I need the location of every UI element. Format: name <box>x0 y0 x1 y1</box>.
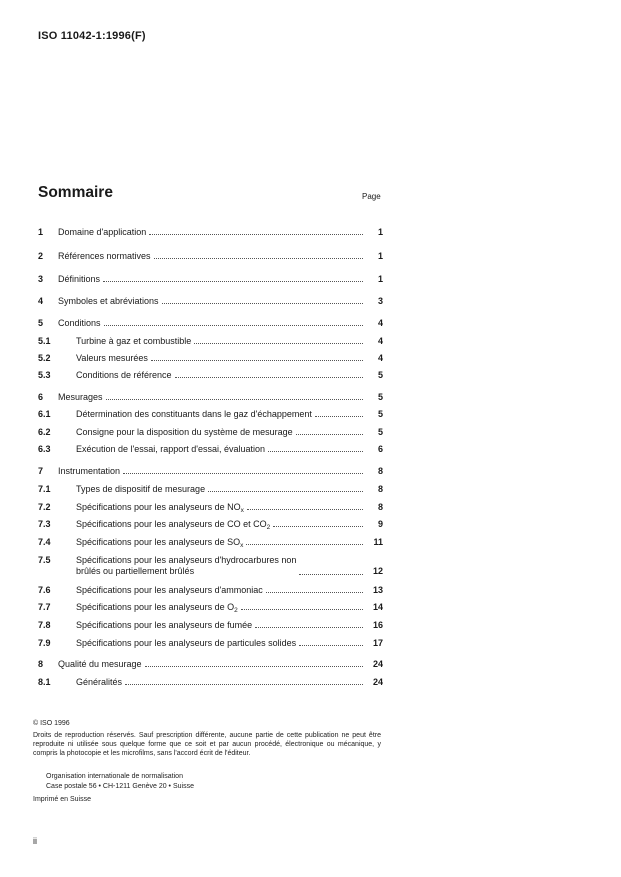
toc-entry-number: 7.1 <box>38 484 51 494</box>
dot-leader <box>149 234 363 235</box>
toc-entry-title <box>76 353 148 364</box>
toc-entry-page: 14 <box>372 602 383 612</box>
dot-leader <box>125 684 363 685</box>
rights-notice: Droits de reproduction réservés. Sauf prescription différente, aucune partie de cette publication ne peut être reproduite ni utilisée sous quelque forme que ce soit et par aucun procédé, électronique ou mécanique, y compris la photocopie et les microfilms, sans l'accord écrit de l'éditeur. <box>33 732 381 757</box>
toc-entry-number: 6.1 <box>38 409 51 419</box>
dot-leader <box>266 592 363 593</box>
toc-entry-title <box>76 409 312 420</box>
toc-entry-title-text: Consigne pour la disposition du système de mesurage <box>76 427 293 437</box>
toc-entry-title-text: Spécifications pour les analyseurs de SO <box>76 537 241 547</box>
toc-entry-title-continued: brûlés ou partiellement brûlés <box>76 566 195 576</box>
toc-entry-page: 11 <box>373 537 383 547</box>
dot-leader <box>194 343 363 344</box>
toc-entry-number: 2 <box>38 251 44 261</box>
toc-entry-page: 8 <box>377 466 383 476</box>
toc-entry-page: 5 <box>377 427 383 437</box>
toc-entry-title-text: Références normatives <box>58 251 151 261</box>
toc-page-column-label: Page <box>362 192 381 201</box>
printed-in: Imprimé en Suisse <box>33 796 91 803</box>
toc-entry-subscript: 2 <box>234 607 238 614</box>
toc-entry-title-text: Généralités <box>76 677 123 687</box>
toc-entry-title-text: Mesurages <box>58 392 103 402</box>
toc-entry-title-text: Symboles et abréviations <box>58 296 159 306</box>
organization-name: Organisation internationale de normalisation <box>46 773 183 780</box>
toc-entry-title-text: Conditions de référence <box>76 370 172 380</box>
dot-leader <box>246 544 363 545</box>
dot-leader <box>175 377 363 378</box>
toc-entry-number: 7 <box>38 466 44 476</box>
toc-entry-number: 5.1 <box>38 336 51 346</box>
toc-entry-title <box>76 484 205 495</box>
toc-entry-title-text: Exécution de l'essai, rapport d'essai, évaluation <box>76 444 266 454</box>
dot-leader <box>241 609 363 610</box>
toc-entry-number: 7.4 <box>38 537 51 547</box>
toc-entry-title <box>76 620 252 631</box>
toc-title: Sommaire <box>38 184 113 201</box>
dot-leader <box>151 360 363 361</box>
toc-entry-title <box>58 318 101 329</box>
toc-entry-title <box>76 444 265 455</box>
toc-entry-number: 7.6 <box>38 585 51 595</box>
toc-entry-title <box>76 502 244 513</box>
toc-entry-title-text: Spécifications pour les analyseurs de O <box>76 602 235 612</box>
toc-entry-page: 24 <box>372 659 383 669</box>
toc-entry-title <box>76 370 172 381</box>
toc-entry-title <box>58 466 120 477</box>
dot-leader <box>247 509 363 510</box>
toc-entry-title-text: Conditions <box>58 318 101 328</box>
toc-entry-title-text: Spécifications pour les analyseurs de CO et CO <box>76 519 267 529</box>
toc-entry-number: 7.8 <box>38 620 51 630</box>
dot-leader <box>104 325 363 326</box>
toc-entry-title <box>76 519 270 530</box>
toc-entry-title <box>76 336 191 347</box>
toc-entry-page: 24 <box>372 677 383 687</box>
dot-leader <box>296 434 363 435</box>
toc-entry-title <box>76 585 263 596</box>
toc-entry-page: 5 <box>377 370 383 380</box>
dot-leader <box>255 627 363 628</box>
toc-entry-title <box>58 296 159 307</box>
toc-entry-title <box>58 227 146 238</box>
toc-entry-title <box>58 392 103 403</box>
toc-entry-page: 1 <box>377 274 383 284</box>
toc-entry-title-text: Domaine d'application <box>58 227 147 237</box>
toc-entry-number: 3 <box>38 274 44 284</box>
dot-leader <box>162 303 363 304</box>
toc-entry-subscript: 2 <box>266 524 271 531</box>
toc-entry-page: 17 <box>372 638 383 648</box>
dot-leader <box>268 451 363 452</box>
dot-leader <box>103 281 363 282</box>
toc-entry-number: 8.1 <box>38 677 51 687</box>
toc-entry-number: 6.2 <box>38 427 51 437</box>
toc-entry-page: 9 <box>377 519 383 529</box>
toc-entry-number: 8 <box>38 659 44 669</box>
toc-entry-page: 5 <box>377 409 383 419</box>
toc-entry-page: 16 <box>372 620 383 630</box>
toc-entry-page: 12 <box>372 566 383 576</box>
toc-entry-number: 1 <box>38 227 44 237</box>
toc-entry-title-text: Valeurs mesurées <box>76 353 148 363</box>
toc-entry-title-text: Types de dispositif de mesurage <box>76 484 206 494</box>
toc-entry-page: 4 <box>377 336 383 346</box>
dot-leader <box>315 416 363 417</box>
toc-entry-title <box>58 659 142 670</box>
dot-leader <box>299 574 363 575</box>
dot-leader <box>273 526 363 527</box>
toc-entry-number: 7.7 <box>38 602 51 612</box>
toc-entry-page: 1 <box>377 227 383 237</box>
toc-entry-title-text: Instrumentation <box>58 466 121 476</box>
toc-entry-title <box>58 251 151 262</box>
toc-entry-subscript: x <box>240 507 244 514</box>
toc-entry-page: 8 <box>377 484 383 494</box>
toc-entry-title-text: Spécifications pour les analyseurs d'ammoniac <box>76 585 263 595</box>
toc-entry-title-text: Définitions <box>58 274 101 284</box>
toc-entry-title <box>76 677 122 688</box>
dot-leader <box>106 399 363 400</box>
copyright-line: © ISO 1996 <box>33 720 70 727</box>
toc-entry-title <box>76 537 243 548</box>
toc-entry-number: 7.3 <box>38 519 51 529</box>
toc-entry-number: 5 <box>38 318 44 328</box>
toc-entry-title-text: Détermination des constituants dans le gaz d'échappement <box>76 409 312 419</box>
toc-entry-page: 13 <box>372 585 383 595</box>
toc-entry-page: 6 <box>377 444 383 454</box>
toc-entry-number: 7.9 <box>38 638 51 648</box>
toc-entry-number: 6.3 <box>38 444 51 454</box>
toc-entry-subscript: x <box>240 542 244 549</box>
toc-entry-number: 4 <box>38 296 44 306</box>
toc-entry-title-text: Spécifications pour les analyseurs de NO <box>76 502 241 512</box>
toc-entry-title <box>76 555 296 577</box>
toc-entry-title <box>76 602 238 613</box>
dot-leader <box>145 666 363 667</box>
toc-entry-title-text: Turbine à gaz et combustible <box>76 336 192 346</box>
toc-entry-title-text: Spécifications pour les analyseurs d'hydrocarbures non <box>76 555 297 565</box>
toc-entry-number: 7.5 <box>38 555 51 565</box>
dot-leader <box>299 645 363 646</box>
document-reference: ISO 11042-1:1996(F) <box>38 30 146 42</box>
organization-address: Case postale 56 • CH-1211 Genève 20 • Suisse <box>46 783 194 790</box>
toc-entry-page: 4 <box>377 353 383 363</box>
toc-entry-page: 5 <box>377 392 383 402</box>
dot-leader <box>208 491 363 492</box>
toc-entry-number: 6 <box>38 392 44 402</box>
toc-entry-number: 7.2 <box>38 502 51 512</box>
toc-entry-page: 4 <box>377 318 383 328</box>
toc-entry-title-text: Spécifications pour les analyseurs de particules solides <box>76 638 297 648</box>
toc-entry-title-text: Spécifications pour les analyseurs de fumée <box>76 620 253 630</box>
toc-entry-page: 1 <box>377 251 383 261</box>
toc-entry-page: 8 <box>377 502 383 512</box>
dot-leader <box>123 473 363 474</box>
page-number: ii <box>33 836 37 846</box>
toc-entry-number: 5.3 <box>38 370 51 380</box>
dot-leader <box>154 258 363 259</box>
toc-entry-title <box>58 274 100 285</box>
toc-entry-title-text: Qualité du mesurage <box>58 659 142 669</box>
toc-entry-title <box>76 427 293 438</box>
toc-entry-page: 3 <box>377 296 383 306</box>
toc-entry-number: 5.2 <box>38 353 51 363</box>
toc-entry-title <box>76 638 296 649</box>
